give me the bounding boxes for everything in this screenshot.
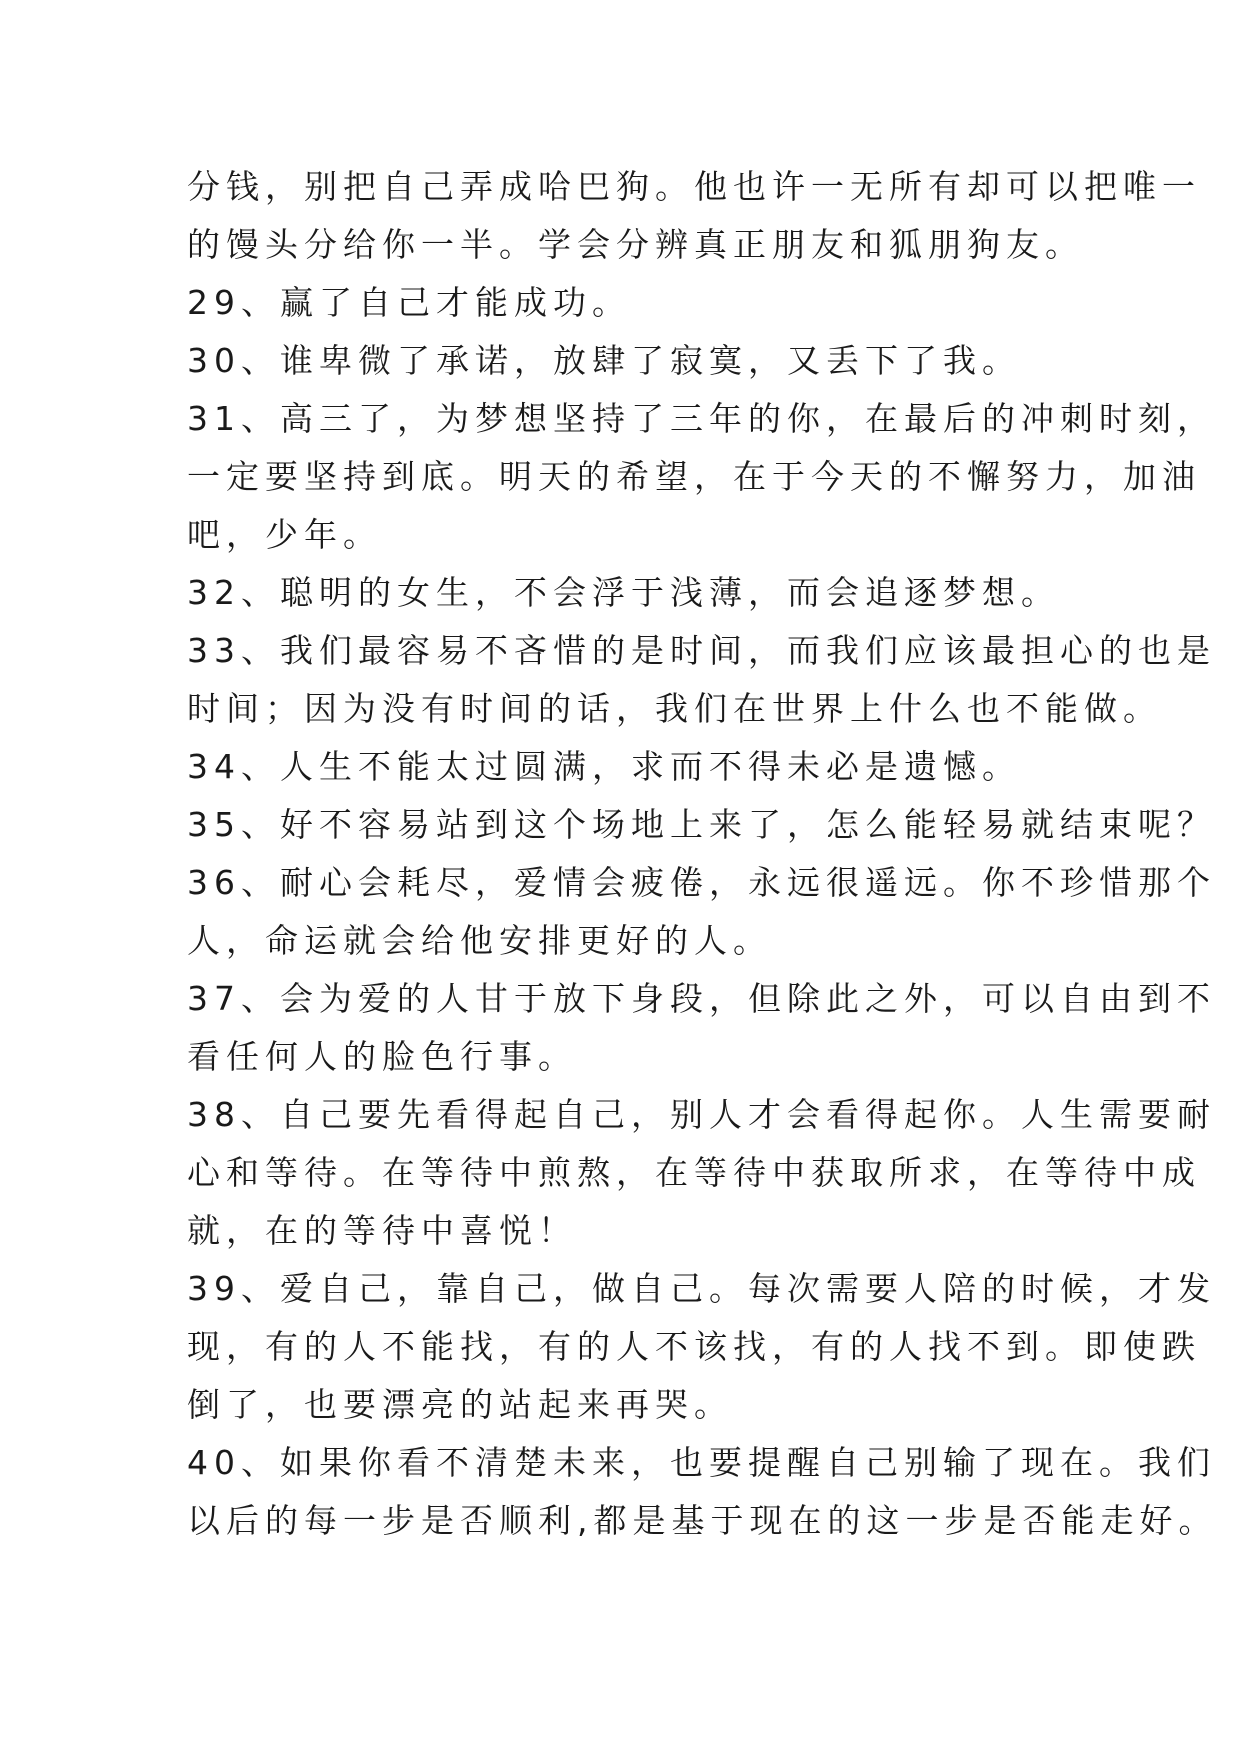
text-line: 一定要坚持到底。明天的希望，在于今天的不懈努力，加油: [187, 457, 1201, 496]
list-item-35: 35、好不容易站到这个场地上来了，怎么能轻易就结束呢？: [187, 805, 1216, 844]
list-item-37: 37、会为爱的人甘于放下身段，但除此之外，可以自由到不: [187, 979, 1216, 1018]
list-item-29: 29、赢了自己才能成功。: [187, 283, 631, 322]
list-item-38: 38、自己要先看得起自己，别人才会看得起你。人生需要耐: [187, 1095, 1216, 1134]
text-line: 心和等待。在等待中煎熬，在等待中获取所求，在等待中成: [187, 1153, 1201, 1192]
text-line: 分钱，别把自己弄成哈巴狗。他也许一无所有却可以把唯一: [187, 167, 1201, 206]
text-line: 的馒头分给你一半。学会分辨真正朋友和狐朋狗友。: [187, 225, 1084, 264]
list-item-30: 30、谁卑微了承诺，放肆了寂寞，又丢下了我。: [187, 341, 1021, 380]
list-item-31: 31、高三了，为梦想坚持了三年的你，在最后的冲刺时刻，: [187, 399, 1216, 438]
text-line: 吧，少年。: [187, 515, 382, 554]
text-line: 以后的每一步是否顺利,都是基于现在的这一步是否能走好。: [187, 1501, 1218, 1540]
list-item-33: 33、我们最容易不吝惜的是时间，而我们应该最担心的也是: [187, 631, 1216, 670]
list-item-36: 36、耐心会耗尽，爱情会疲倦，永远很遥远。你不珍惜那个: [187, 863, 1216, 902]
text-line: 时间；因为没有时间的话，我们在世界上什么也不能做。: [187, 689, 1162, 728]
text-line: 人，命运就会给他安排更好的人。: [187, 921, 772, 960]
text-line: 看任何人的脸色行事。: [187, 1037, 577, 1076]
list-item-39: 39、爱自己，靠自己，做自己。每次需要人陪的时候，才发: [187, 1269, 1216, 1308]
list-item-32: 32、聪明的女生，不会浮于浅薄，而会追逐梦想。: [187, 573, 1060, 612]
document-body: [187, 158, 1218, 1550]
text-line: 现，有的人不能找，有的人不该找，有的人找不到。即使跌: [187, 1327, 1201, 1366]
list-item-34: 34、人生不能太过圆满，求而不得未必是遗憾。: [187, 747, 1021, 786]
text-line: 倒了，也要漂亮的站起来再哭。: [187, 1385, 733, 1424]
list-item-40: 40、如果你看不清楚未来，也要提醒自己别输了现在。我们: [187, 1443, 1216, 1482]
text-line: 就，在的等待中喜悦！: [187, 1211, 577, 1250]
